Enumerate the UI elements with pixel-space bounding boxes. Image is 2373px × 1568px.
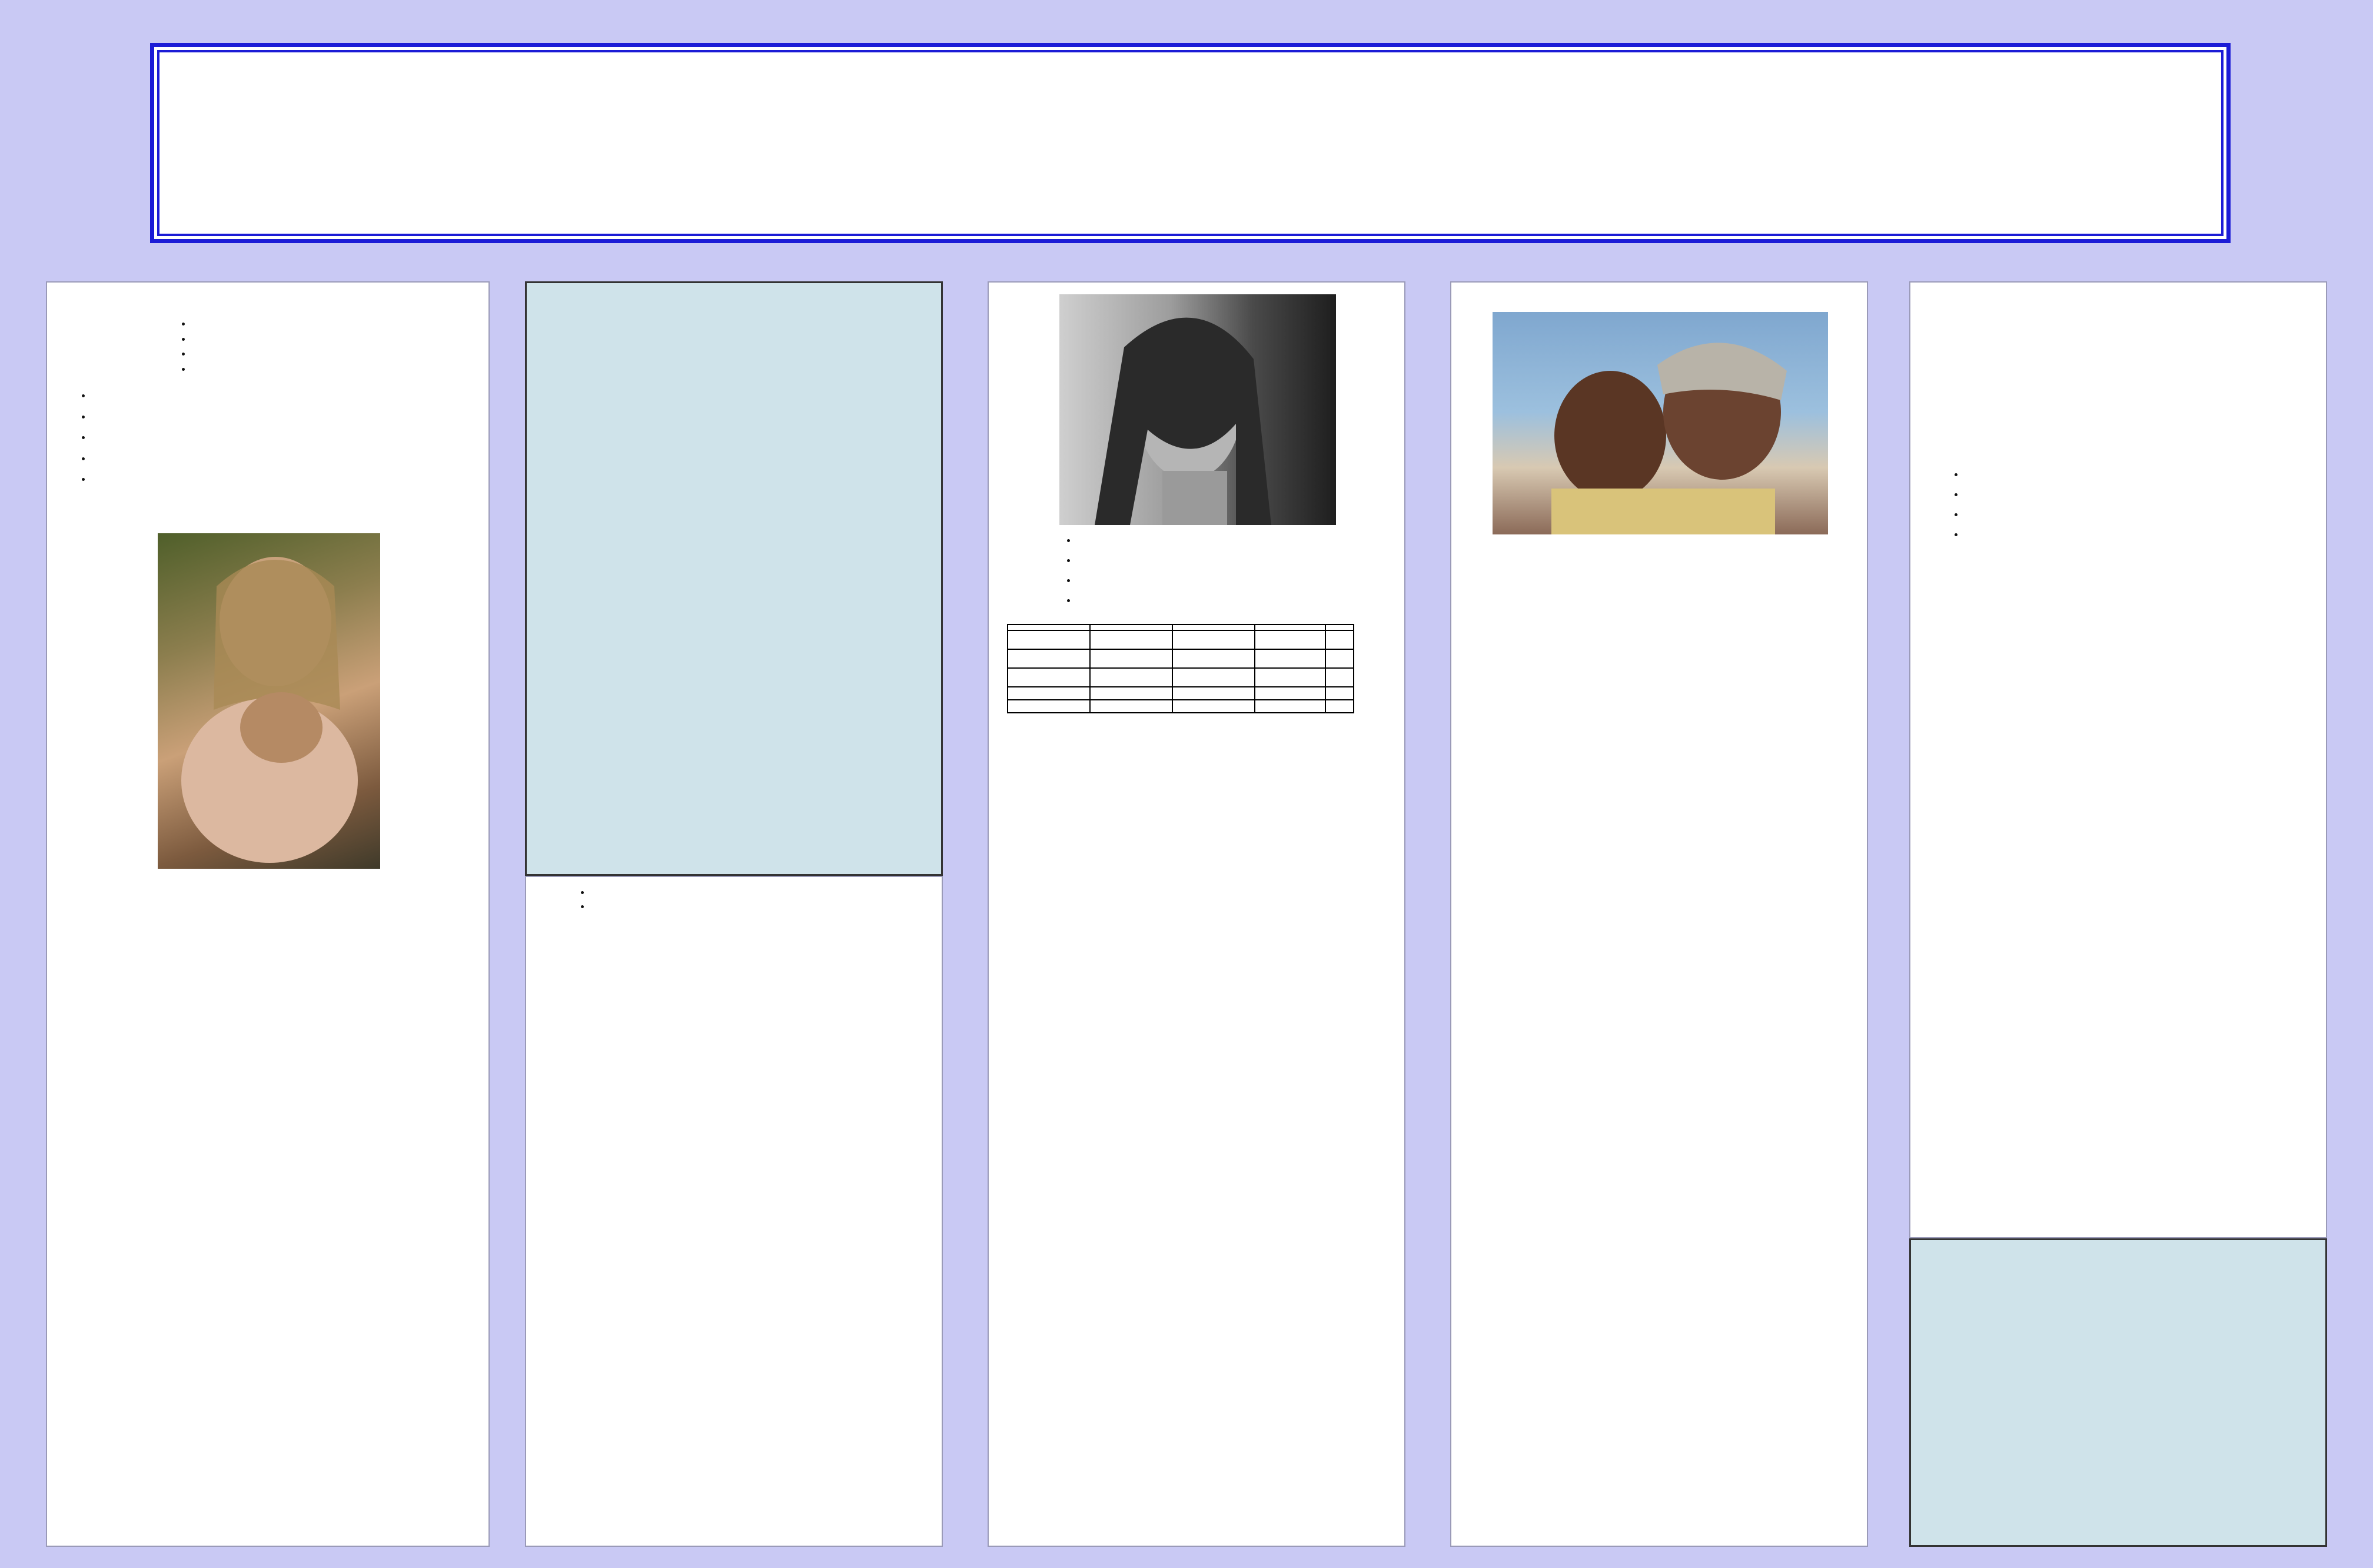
list-item (92, 451, 470, 466)
poster-header (150, 43, 2231, 243)
list-item (92, 430, 470, 444)
list-item (1077, 593, 1389, 606)
table-row (1008, 687, 1354, 700)
column-summary (1909, 1238, 2327, 1547)
column-background (46, 281, 490, 1547)
photo-woman (1059, 294, 1336, 525)
list-item (192, 347, 470, 361)
photo-illustration (1059, 294, 1336, 525)
list-item (1077, 553, 1389, 566)
list-item (1965, 507, 2311, 520)
list-item (192, 317, 470, 331)
sample-stats (544, 885, 926, 912)
list-item (1965, 467, 2311, 480)
list-item (1965, 487, 2311, 500)
list-item (1965, 527, 2311, 540)
list-item (192, 362, 470, 376)
list-item (92, 388, 470, 403)
results-table (1007, 624, 1354, 713)
list-item (1077, 573, 1389, 586)
table-row (1008, 700, 1354, 713)
photo-mother-child (158, 533, 380, 869)
photo-illustration (1493, 312, 1828, 534)
sample-charts (544, 916, 926, 1428)
minor-revisions-list (1928, 467, 2311, 540)
column-acceptability (1909, 281, 2327, 1238)
list-item (92, 410, 470, 424)
column-study-sample (525, 876, 943, 1547)
photo-illustration (158, 533, 380, 869)
acceptability-pie-chart (2087, 305, 2311, 452)
goals-list (68, 317, 470, 376)
components-list (1006, 533, 1389, 606)
table-row (1008, 668, 1354, 687)
list-item (192, 332, 470, 346)
list-item (1077, 533, 1389, 546)
inputs-list (68, 388, 470, 486)
column-study-components (988, 281, 1405, 1547)
photo-mother-child-smiling (1493, 312, 1828, 534)
column-main-sections (525, 281, 943, 876)
table-row (1008, 630, 1354, 649)
column-internal-consistency (1450, 281, 1868, 1547)
table-header-row (1008, 624, 1354, 630)
acceptability-results (1928, 305, 2311, 452)
list-item (92, 472, 470, 486)
table-row (1008, 649, 1354, 668)
